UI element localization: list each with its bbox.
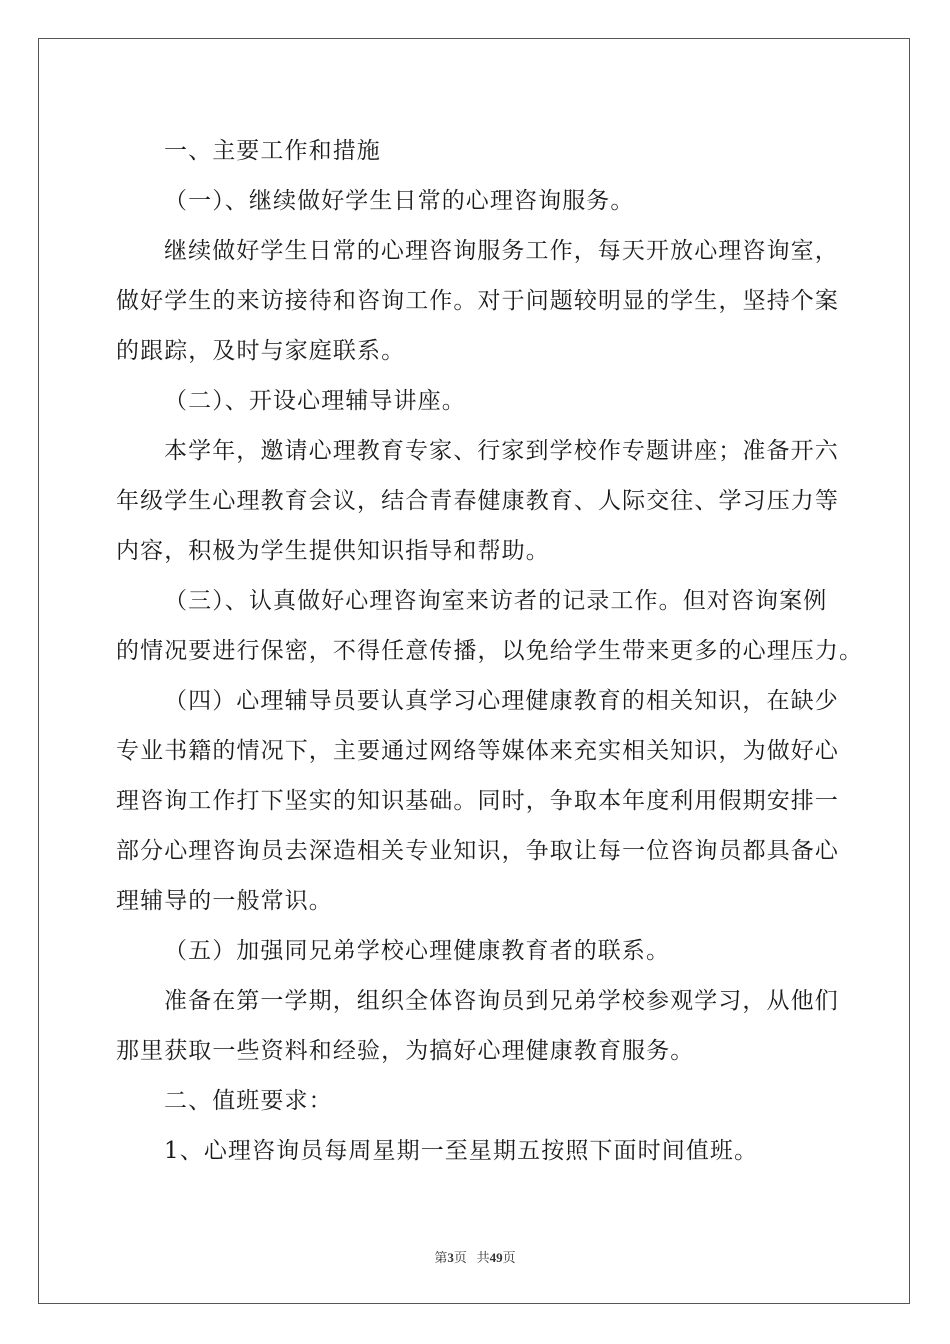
paragraph-line: 内容，积极为学生提供知识指导和帮助。 (116, 538, 550, 564)
subsection-heading-5: （五）加强同兄弟学校心理健康教育者的联系。 (164, 938, 671, 964)
paragraph-line: 本学年，邀请心理教育专家、行家到学校作专题讲座；准备开六 (164, 438, 839, 464)
paragraph-line: 的情况要进行保密，不得任意传播，以免给学生带来更多的心理压力。 (116, 638, 864, 664)
paragraph-line: 准备在第一学期，组织全体咨询员到兄弟学校参观学习，从他们 (164, 988, 839, 1014)
subsection-heading-2: （二）、开设心理辅导讲座。 (164, 388, 466, 414)
paragraph-line: 年级学生心理教育会议，结合青春健康教育、人际交往、学习压力等 (116, 488, 839, 514)
page-number-prefix: 第 (434, 1250, 448, 1265)
section-heading-1: 一、主要工作和措施 (164, 138, 381, 164)
page-total-suffix: 页 (502, 1250, 516, 1265)
paragraph-line: 专业书籍的情况下，主要通过网络等媒体来充实相关知识，为做好心 (116, 738, 839, 764)
subsection-heading-4: （四）心理辅导员要认真学习心理健康教育的相关知识，在缺少 (164, 688, 839, 714)
subsection-heading-3: （三）、认真做好心理咨询室来访者的记录工作。但对咨询案例 (164, 588, 828, 614)
page-total-prefix: 共 (476, 1250, 490, 1265)
page-number-suffix: 页 (453, 1250, 467, 1265)
paragraph-line: 理辅导的一般常识。 (116, 888, 333, 914)
paragraph-line: 理咨询工作打下坚实的知识基础。同时，争取本年度利用假期安排一 (116, 788, 839, 814)
paragraph-line: 那里获取一些资料和经验，为搞好心理健康教育服务。 (116, 1038, 695, 1064)
paragraph-line: 做好学生的来访接待和咨询工作。对于问题较明显的学生，坚持个案 (116, 288, 839, 314)
paragraph-line: 的跟踪，及时与家庭联系。 (116, 338, 406, 364)
page-number-total: 49 (489, 1250, 503, 1265)
paragraph-line: 部分心理咨询员去深造相关专业知识，争取让每一位咨询员都具备心 (116, 838, 839, 864)
document-body (116, 126, 864, 1176)
paragraph-line: 继续做好学生日常的心理咨询服务工作，每天开放心理咨询室， (164, 238, 839, 264)
section-heading-2: 二、值班要求： (164, 1088, 333, 1114)
list-item: 1、心理咨询员每周星期一至星期五按照下面时间值班。 (164, 1138, 759, 1164)
page-number-current: 3 (447, 1250, 454, 1265)
subsection-heading-1: （一）、继续做好学生日常的心理咨询服务。 (164, 188, 635, 214)
page-footer (0, 1247, 950, 1266)
